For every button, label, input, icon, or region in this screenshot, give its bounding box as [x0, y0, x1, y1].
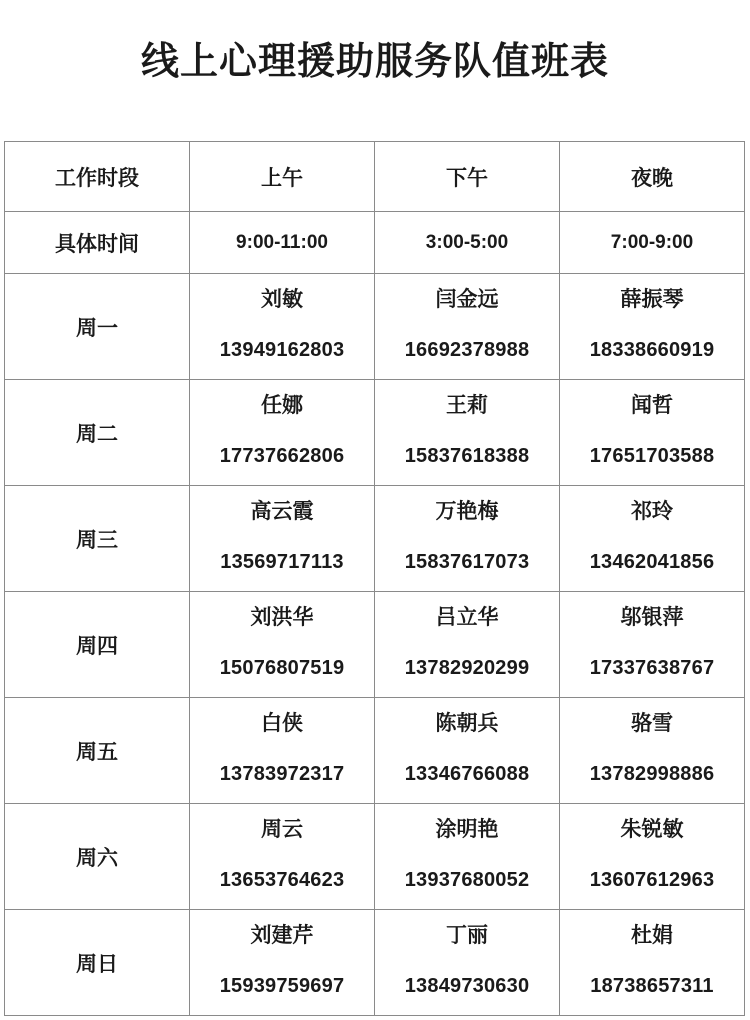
shift-cell — [190, 380, 375, 486]
shift-cell — [560, 804, 745, 910]
staff-phone: 17737662806 — [219, 444, 345, 467]
staff-phone: 13462041856 — [589, 550, 715, 573]
staff-phone: 17651703588 — [589, 444, 715, 467]
day-label: 周三 — [5, 486, 190, 592]
header-row — [5, 142, 745, 212]
shift-cell — [375, 910, 560, 1016]
shift-cell — [560, 486, 745, 592]
staff-name: 丁丽 — [446, 922, 488, 947]
staff-name: 陈朝兵 — [435, 710, 499, 735]
staff-name: 薛振琴 — [620, 286, 684, 311]
staff-name: 涂明艳 — [435, 816, 499, 841]
day-label: 周四 — [5, 592, 190, 698]
staff-name: 祁玲 — [631, 498, 673, 523]
staff-name: 王莉 — [446, 392, 488, 417]
staff-phone: 13569717113 — [220, 550, 344, 573]
table-row — [5, 910, 745, 1016]
staff-phone: 16692378988 — [404, 338, 530, 361]
shift-cell — [560, 380, 745, 486]
day-label: 周日 — [5, 910, 190, 1016]
day-label: 周二 — [5, 380, 190, 486]
table-row — [5, 804, 745, 910]
day-label: 周一 — [5, 274, 190, 380]
staff-name: 刘建芹 — [250, 922, 314, 947]
staff-name: 周云 — [261, 816, 303, 841]
staff-phone: 17337638767 — [589, 656, 715, 679]
shift-cell — [560, 274, 745, 380]
shift-cell — [375, 698, 560, 804]
staff-phone: 13782998886 — [589, 762, 715, 785]
day-label: 周六 — [5, 804, 190, 910]
time-afternoon: 3:00-5:00 — [375, 212, 560, 274]
table-row — [5, 486, 745, 592]
staff-phone: 13653764623 — [219, 868, 345, 891]
staff-phone: 18338660919 — [589, 338, 715, 361]
staff-phone: 13783972317 — [219, 762, 345, 785]
shift-cell — [375, 274, 560, 380]
header-cell-evening: 夜晚 — [560, 142, 745, 212]
header-cell-period: 工作时段 — [5, 142, 190, 212]
header-cell-morning: 上午 — [190, 142, 375, 212]
shift-cell — [375, 380, 560, 486]
shift-cell — [190, 698, 375, 804]
duty-schedule-table — [4, 141, 745, 1016]
staff-phone: 13782920299 — [404, 656, 530, 679]
staff-name: 刘洪华 — [250, 604, 314, 629]
staff-phone: 13937680052 — [404, 868, 530, 891]
shift-cell — [560, 592, 745, 698]
shift-cell — [375, 486, 560, 592]
page-title: 线上心理援助服务队值班表 — [140, 39, 609, 83]
day-label: 周五 — [5, 698, 190, 804]
time-evening: 7:00-9:00 — [560, 212, 745, 274]
shift-cell — [190, 486, 375, 592]
table-row — [5, 380, 745, 486]
shift-cell — [190, 910, 375, 1016]
staff-name: 杜娟 — [631, 922, 673, 947]
staff-phone: 13607612963 — [589, 868, 715, 891]
staff-phone: 15837618388 — [404, 444, 530, 467]
shift-cell — [190, 274, 375, 380]
shift-cell — [560, 910, 745, 1016]
staff-name: 闻哲 — [631, 392, 673, 417]
time-row — [5, 212, 745, 274]
staff-name: 刘敏 — [261, 286, 303, 311]
shift-cell — [560, 698, 745, 804]
shift-cell — [190, 804, 375, 910]
staff-name: 邬银萍 — [620, 604, 684, 629]
staff-name: 骆雪 — [631, 710, 673, 735]
staff-name: 万艳梅 — [435, 498, 499, 523]
shift-cell — [375, 592, 560, 698]
staff-name: 任娜 — [261, 392, 303, 417]
staff-phone: 13949162803 — [219, 338, 345, 361]
staff-name: 白侠 — [261, 710, 303, 735]
staff-name: 吕立华 — [435, 604, 499, 629]
shift-cell — [375, 804, 560, 910]
staff-phone: 15939759697 — [219, 974, 345, 997]
staff-name: 闫金远 — [435, 286, 499, 311]
staff-name: 朱锐敏 — [620, 816, 684, 841]
table-row — [5, 274, 745, 380]
table-row — [5, 698, 745, 804]
header-cell-afternoon: 下午 — [375, 142, 560, 212]
time-row-label: 具体时间 — [5, 212, 190, 274]
shift-cell — [190, 592, 375, 698]
table-row — [5, 592, 745, 698]
staff-phone: 13346766088 — [404, 762, 530, 785]
staff-phone: 15837617073 — [404, 550, 530, 573]
staff-name: 高云霞 — [250, 498, 314, 523]
staff-phone: 15076807519 — [219, 656, 345, 679]
staff-phone: 13849730630 — [404, 974, 530, 997]
time-morning: 9:00-11:00 — [190, 212, 375, 274]
staff-phone: 18738657311 — [590, 974, 714, 997]
